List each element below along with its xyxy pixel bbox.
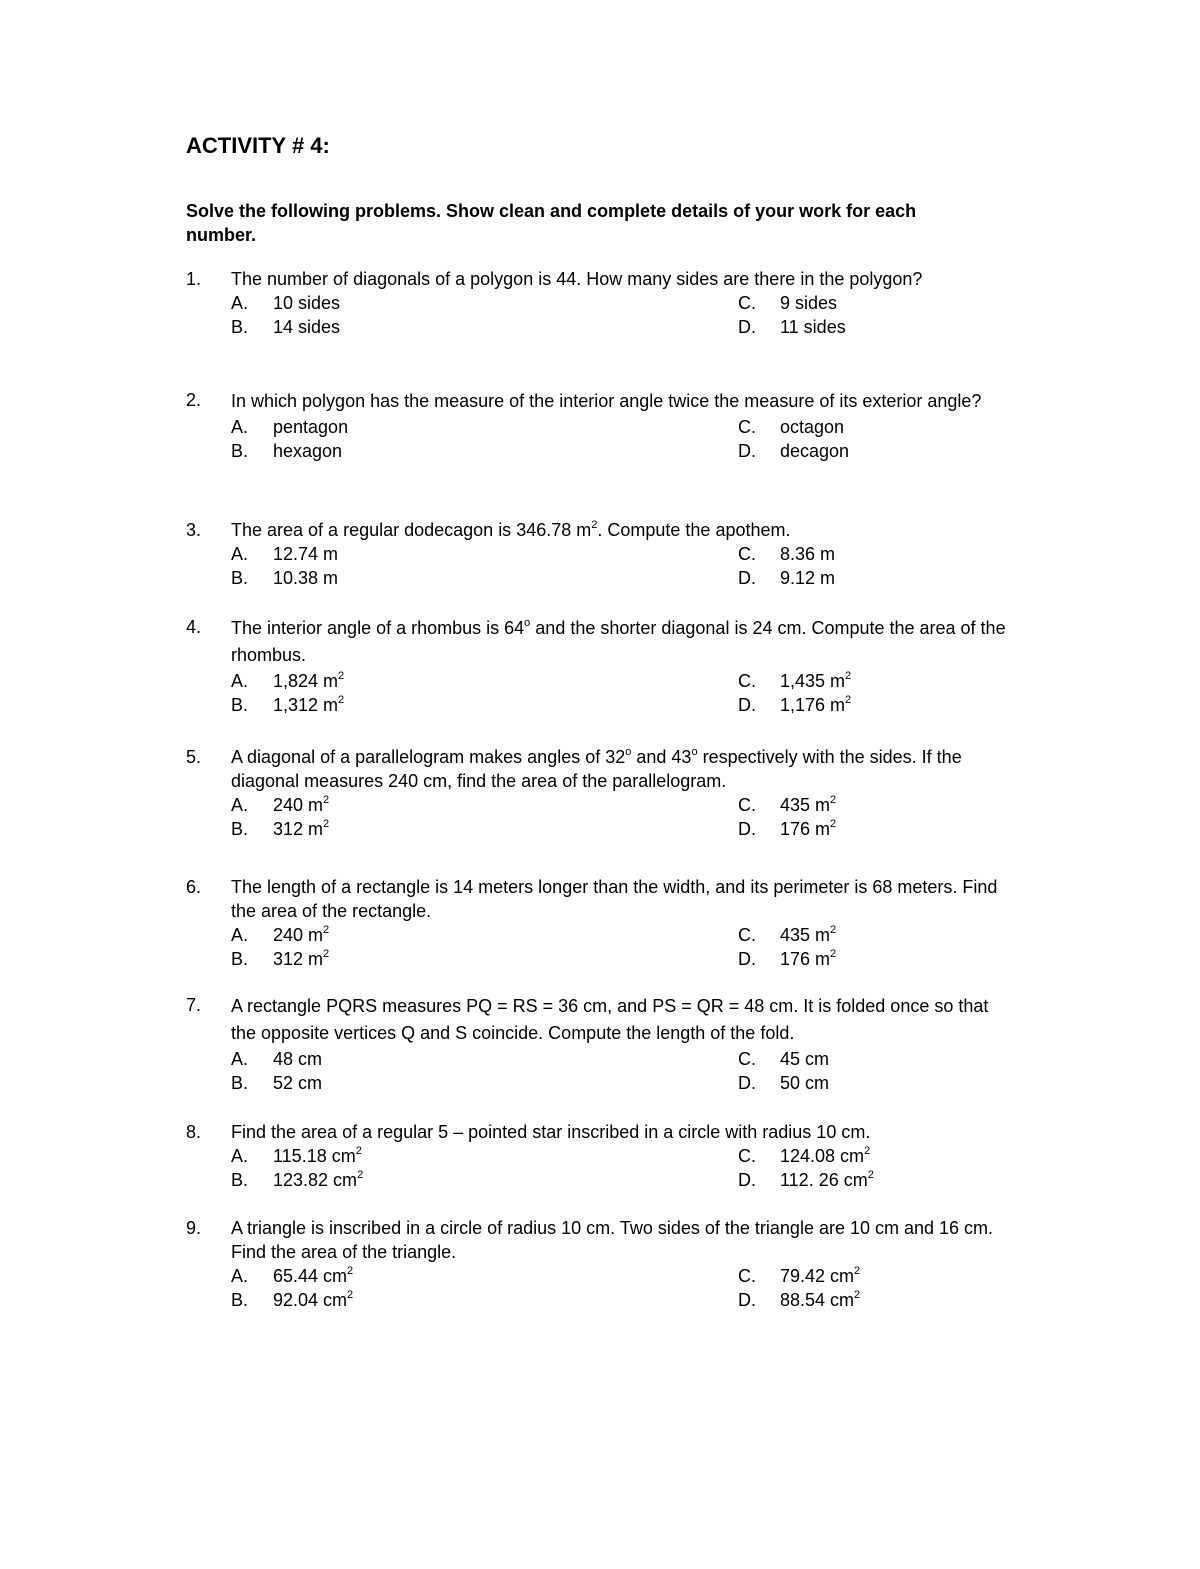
- choice-a: A. 240 $m^2$: [231, 794, 330, 815]
- choices: [231, 291, 1016, 339]
- choices: [231, 923, 1016, 971]
- question-number: 9.: [186, 1218, 202, 1238]
- choice-b: B. 1,312 $m^2$: [231, 694, 345, 715]
- choice-a: A. 65.44 $cm^2$: [231, 1265, 354, 1286]
- choice-a: A. 12.74 m: [231, 544, 339, 564]
- choice-b: B. hexagon: [231, 441, 343, 461]
- choices: [231, 1047, 1016, 1095]
- question-7: [186, 993, 1016, 1095]
- question-text: A rectangle PQRS measures PQ = RS = 36 cm, and PS = QR = 48 cm. It is folded once so that the opposite vertices Q and S coincide. Compute the length of the fold.: [231, 996, 989, 1043]
- choices: [231, 1144, 1016, 1192]
- question-text: A triangle is inscribed in a circle of radius 10 cm. Two sides of the triangle are 10 cm and 16 cm. Find the area of the triangle.: [231, 1218, 994, 1262]
- choice-b: B. 52 cm: [231, 1073, 323, 1093]
- question-text: The area of a regular dodecagon is 346.78 $m^2$. Compute the apothem.: [231, 519, 791, 540]
- choice-a: A. 115.18 $cm^2$: [231, 1145, 362, 1166]
- choice-d: D. 176 $m^2$: [738, 818, 837, 839]
- choices: [231, 669, 1016, 717]
- choice-d: D. 1,176 $m^2$: [738, 694, 852, 715]
- choice-a: A. 48 cm: [231, 1049, 323, 1069]
- question-number: 1.: [186, 269, 202, 289]
- question-number: 7.: [186, 995, 202, 1015]
- question-text: A diagonal of a parallelogram makes angles of 32$^o$ and 43$^o$ respectively with the sides. If the diagonal measures 240 cm, find the area of the parallelogram.: [231, 746, 962, 791]
- choice-b: B. 312 $m^2$: [231, 948, 330, 969]
- question-text: The length of a rectangle is 14 meters longer than the width, and its perimeter is 68 meters. Find the area of the rectangle.: [231, 877, 998, 921]
- choice-b: B. 123.82 $cm^2$: [231, 1169, 364, 1190]
- choice-a: A. 1,824 $m^2$: [231, 670, 345, 691]
- question-6: [186, 875, 1016, 971]
- question-1: [186, 267, 1016, 339]
- choice-d: D. 176 $m^2$: [738, 948, 837, 969]
- choice-c: C. octagon: [738, 417, 845, 437]
- choice-a: A. 240 $m^2$: [231, 924, 330, 945]
- choice-b: B. 14 sides: [231, 317, 341, 337]
- choice-b: B. 92.04 $cm^2$: [231, 1289, 354, 1310]
- choice-c: C. 124.08 $cm^2$: [738, 1145, 871, 1166]
- question-number: 5.: [186, 747, 202, 767]
- choices: [231, 542, 1016, 590]
- question-9: [186, 1216, 1016, 1312]
- choice-c: C. 435 $m^2$: [738, 794, 837, 815]
- choice-c: C. 9 sides: [738, 293, 838, 313]
- instructions: Solve the following problems. Show clean and complete details of your work for each number.: [186, 201, 917, 245]
- question-text: Find the area of a regular 5 – pointed star inscribed in a circle with radius 10 cm.: [231, 1122, 871, 1142]
- choices: [231, 415, 1016, 463]
- choice-d: D. 11 sides: [738, 317, 846, 337]
- question-3: [186, 518, 1016, 590]
- choice-d: D. decagon: [738, 441, 850, 461]
- choice-d: D. 9.12 m: [738, 568, 836, 588]
- choice-d: D. 112. 26 $cm^2$: [738, 1169, 874, 1190]
- choice-d: D. 50 cm: [738, 1073, 830, 1093]
- choices: [231, 793, 1016, 841]
- question-number: 2.: [186, 390, 202, 410]
- choice-b: B. 10.38 m: [231, 568, 339, 588]
- question-5: [186, 745, 1016, 841]
- choice-c: C. 1,435 $m^2$: [738, 670, 852, 691]
- choice-c: C. 8.36 m: [738, 544, 836, 564]
- choice-c: C. 45 cm: [738, 1049, 830, 1069]
- choice-d: D. 88.54 $cm^2$: [738, 1289, 861, 1310]
- question-number: 6.: [186, 877, 202, 897]
- question-2: [186, 388, 1016, 463]
- question-number: 3.: [186, 520, 202, 540]
- choice-a: A. pentagon: [231, 417, 349, 437]
- page-title: ACTIVITY # 4:: [186, 133, 330, 158]
- choice-c: C. 79.42 $cm^2$: [738, 1265, 861, 1286]
- choice-c: C. 435 $m^2$: [738, 924, 837, 945]
- question-8: [186, 1120, 1016, 1192]
- question-text: In which polygon has the measure of the interior angle twice the measure of its exterior angle?: [231, 391, 982, 411]
- choices: [231, 1264, 1016, 1312]
- choice-a: A. 10 sides: [231, 293, 341, 313]
- choice-b: B. 312 $m^2$: [231, 818, 330, 839]
- question-text: The number of diagonals of a polygon is 44. How many sides are there in the polygon?: [231, 269, 923, 289]
- question-number: 8.: [186, 1122, 202, 1142]
- question-4: [186, 615, 1016, 717]
- question-number: 4.: [186, 617, 202, 637]
- question-text: The interior angle of a rhombus is 64$^o$ and the shorter diagonal is 24 cm. Compute the area of the rhombus.: [231, 617, 1006, 665]
